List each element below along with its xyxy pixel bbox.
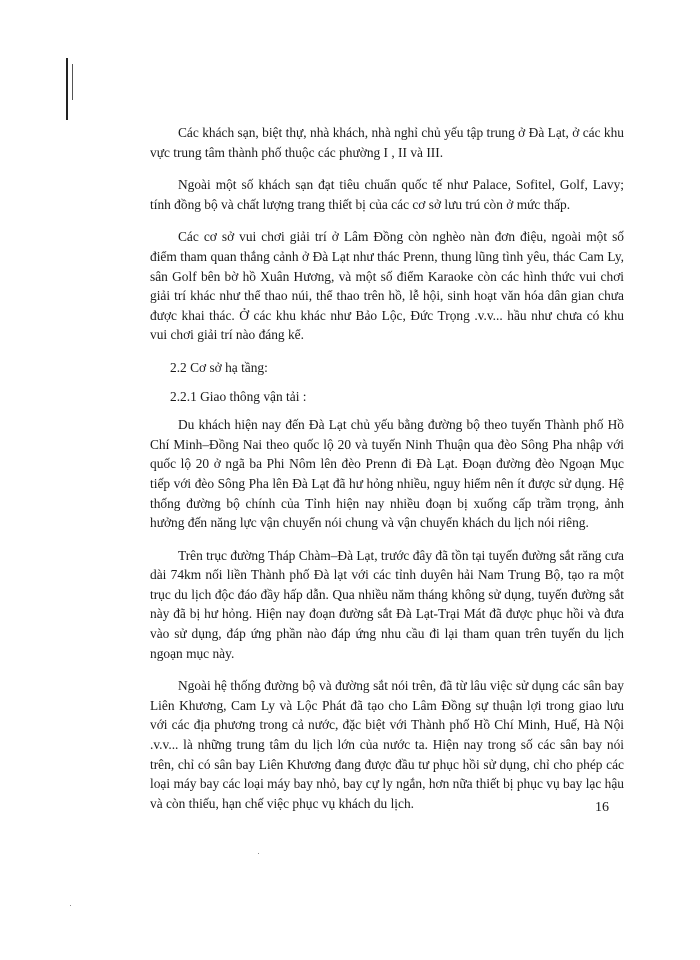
paragraph-hotel-standards: Ngoài một số khách sạn đạt tiêu chuẩn quốc tế như Palace, Sofitel, Golf, Lavy; tính đồng bộ và chất lượng trang thiết bị của các cơ sở lưu trú còn ở mức thấp.: [150, 177, 624, 212]
paragraph-entertainment: Các cơ sở vui chơi giải trí ở Lâm Đồng còn nghèo nàn đơn điệu, ngoài một số điểm tham quan thắng cảnh ở Đà Lạt như thác Prenn, thung lũng tình yêu, thác Cam Ly, sân Golf bên bờ hồ Xuân Hương, và một số điểm Karaoke còn các hình thức vui chơi giải trí khác như thể thao núi, thể thao trên hồ, lễ hội, sinh hoạt văn hóa dân gian chưa được khai thác. Ở các khu khác như Bảo Lộc, Đức Trọng .v.v... hầu như chưa có khu vui chơi giải trí nào đáng kể.: [150, 229, 624, 343]
paragraph-accommodation-location: Các khách sạn, biệt thự, nhà khách, nhà nghỉ chủ yếu tập trung ở Đà Lạt, ở các khu vực trung tâm thành phố thuộc các phường I , II và III.: [150, 125, 624, 160]
scan-speck: [70, 905, 71, 906]
page-number: 16: [595, 800, 609, 815]
paragraph-road-transport: Du khách hiện nay đến Đà Lạt chủ yếu bằng đường bộ theo tuyến Thành phố Hồ Chí Minh–Đồng Nai theo quốc lộ 20 và tuyến Ninh Thuận qua đèo Sông Pha nhập với quốc lộ 20 ở ngã ba Phi Nôm lên đèo Prenn đi Đà Lạt. Đoạn đường đèo Ngoạn Mục tiếp với đèo Sông Pha lên Đà Lạt đã hư hỏng nhiều, nguy hiểm nên ít được sử dụng. Hệ thống đường bộ chính của Tỉnh hiện nay nhiều đoạn bị xuống cấp trầm trọng, ảnh hưởng đến năng lực vận chuyển nói chung và vận chuyển khách du lịch nói riêng.: [150, 417, 624, 531]
body-text: [150, 123, 624, 826]
margin-binding-mark: [66, 58, 68, 120]
section-heading-infrastructure: 2.2 Cơ sở hạ tầng:: [170, 359, 268, 375]
paragraph-railway: Trên trục đường Tháp Chàm–Đà Lạt, trước đây đã tồn tại tuyến đường sắt răng cưa dài 74km nối liền Thành phố Đà lạt với các tỉnh duyên hải Nam Trung Bộ, tạo ra một trục du lịch độc đáo đầy hấp dẫn. Qua nhiều năm tháng không sử dụng, tuyến đường sắt này đã bị hư hỏng. Hiện nay đoạn đường sắt Đà Lạt-Trại Mát đã được phục hồi và đưa vào sử dụng, đáp ứng phần nào đáp ứng nhu cầu đi lại tham quan trên tuyến du lịch ngoạn mục này.: [150, 547, 624, 661]
scan-speck: [258, 853, 259, 854]
margin-binding-mark-secondary: [72, 64, 73, 100]
paragraph-airports: Ngoài hệ thống đường bộ và đường sắt nói trên, đã từ lâu việc sử dụng các sân bay Liên Khương, Cam Ly và Lộc Phát đã tạo cho Lâm Đồng sự thuận lợi trong giao lưu với các địa phương trong cả nước, đặc biệt với Thành phố Hồ Chí Minh, Huế, Hà Nội .v.v... là những trung tâm du lịch lớn của nước ta. Hiện nay trong số các sân bay nói trên, chỉ có sân bay Liên Khương đang được đầu tư phục hồi sử dụng, chỉ cho phép các loại máy bay các loại máy bay nhỏ, bay cự ly ngắn, hơn nữa thiết bị phục vụ bay lạc hậu và còn thiếu, hạn chế việc phục vụ khách du lịch.: [150, 678, 624, 811]
subsection-heading-transport: 2.2.1 Giao thông vận tải :: [170, 388, 307, 404]
